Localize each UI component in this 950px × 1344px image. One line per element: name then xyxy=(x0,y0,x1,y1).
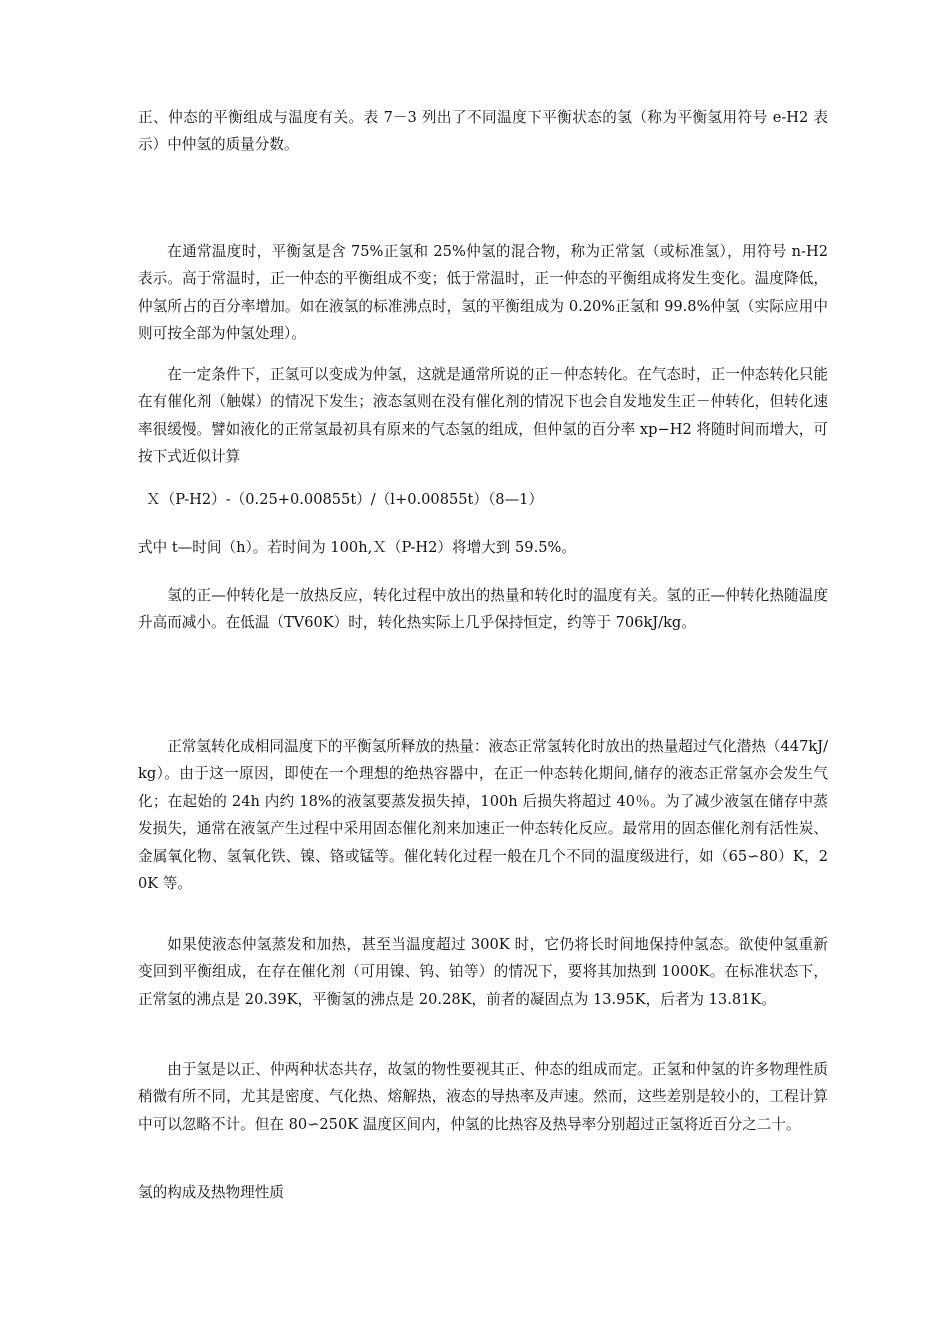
section-heading: 氢的构成及热物理性质 xyxy=(138,1184,284,1201)
paragraph-heat-release: 正常氢转化成相同温度下的平衡氢所释放的热量：液态正常氢转化时放出的热量超过气化潜热（447kJ/kg）。由于这一原因，即使在一个理想的绝热容器中，在正一仲态转化期间,储存的液态正常氢亦会发生气化；在起始的 24h 内约 18%的液氢要蒸发损失掉，100h 后损失将超过 40％。为了减少液氢在储存中蒸发损失，通常在液氢产生过程中采用固态催化剂来加速正一仲态转化反应。最常用的固态催化剂有活性炭、金属氧化物、氢氧化铁、镍、铬或锰等。催化转化过程一般在几个不同的温度级进行，如（65∽80）K，20K 等。 xyxy=(138,738,828,893)
paragraph-conversion-heat: 氢的正—仲转化是一放热反应，转化过程中放出的热量和转化时的温度有关。氢的正—仲转化热随温度升高而减小。在低温（TV60K）时，转化热实际上几乎保持恒定，约等于 706kJ/kg。 xyxy=(138,587,828,632)
paragraph-ortho-para-conversion: 在一定条件下，正氢可以变成为仲氢，这就是通常所说的正－仲态转化。在气态时，正一仲态转化只能在有催化剂（触媒）的情况下发生；液态氢则在没有催化剂的情况下也会自发地发生正－仲转化，但转化速率很缓慢。譬如液化的正常氢最初具有原来的气态氢的组成，但仲氢的百分率 xp−H2 将随时间而增大，可按下式近似计算 xyxy=(138,366,828,466)
document-page xyxy=(138,0,828,1344)
paragraph-normal-hydrogen: 在通常温度时，平衡氢是含 75%正氢和 25%仲氢的混合物，称为正常氢（或标准氢），用符号 n-H2 表示。高于常温时，正一仲态的平衡组成不变；低于常温时，正一仲态的平衡组成将发生变化。温度降低，仲氢所占的百分率增加。如在液氢的标准沸点时，氢的平衡组成为 0.20%正氢和 99.8%仲氢（实际应用中则可按全部为仲氢处理）。 xyxy=(138,243,828,343)
paragraph-equilibrium-intro: 正、仲态的平衡组成与温度有关。表 7－3 列出了不同温度下平衡状态的氢（称为平衡氢用符号 e-H2 表示）中仲氢的质量分数。 xyxy=(138,109,828,154)
paragraph-para-hydrogen-heating: 如果使液态仲氢蒸发和加热，甚至当温度超过 300K 时，它仍将长时间地保持仲氢态。欲使仲氢重新变回到平衡组成，在存在催化剂（可用镍、钨、铂等）的情况下，要将其加热到 1000K。在标准状态下，正常氢的沸点是 20.39K，平衡氢的沸点是 20.28K，前者的凝固点为 13.95K，后者为 13.81K。 xyxy=(138,936,828,1008)
formula-para-fraction: Ｘ（P-H2）-（0.25+0.00855t）/（l+0.00855t）（8—1） xyxy=(146,491,544,508)
paragraph-physical-properties: 由于氢是以正、仲两种状态共存，故氢的物性要视其正、仲态的组成而定。正氢和仲氢的许多物理性质稍微有所不同，尤其是密度、气化热、熔解热，液态的导热率及声速。然而，这些差别是较小的，工程计算中可以忽略不计。但在 80∽250K 温度区间内，仲氢的比热容及热导率分别超过正氢将近百分之二十。 xyxy=(138,1061,828,1133)
paragraph-formula-note: 式中 t—时间（h）。若时间为 100h,Ｘ（P-H2）将增大到 59.5%。 xyxy=(138,539,576,556)
